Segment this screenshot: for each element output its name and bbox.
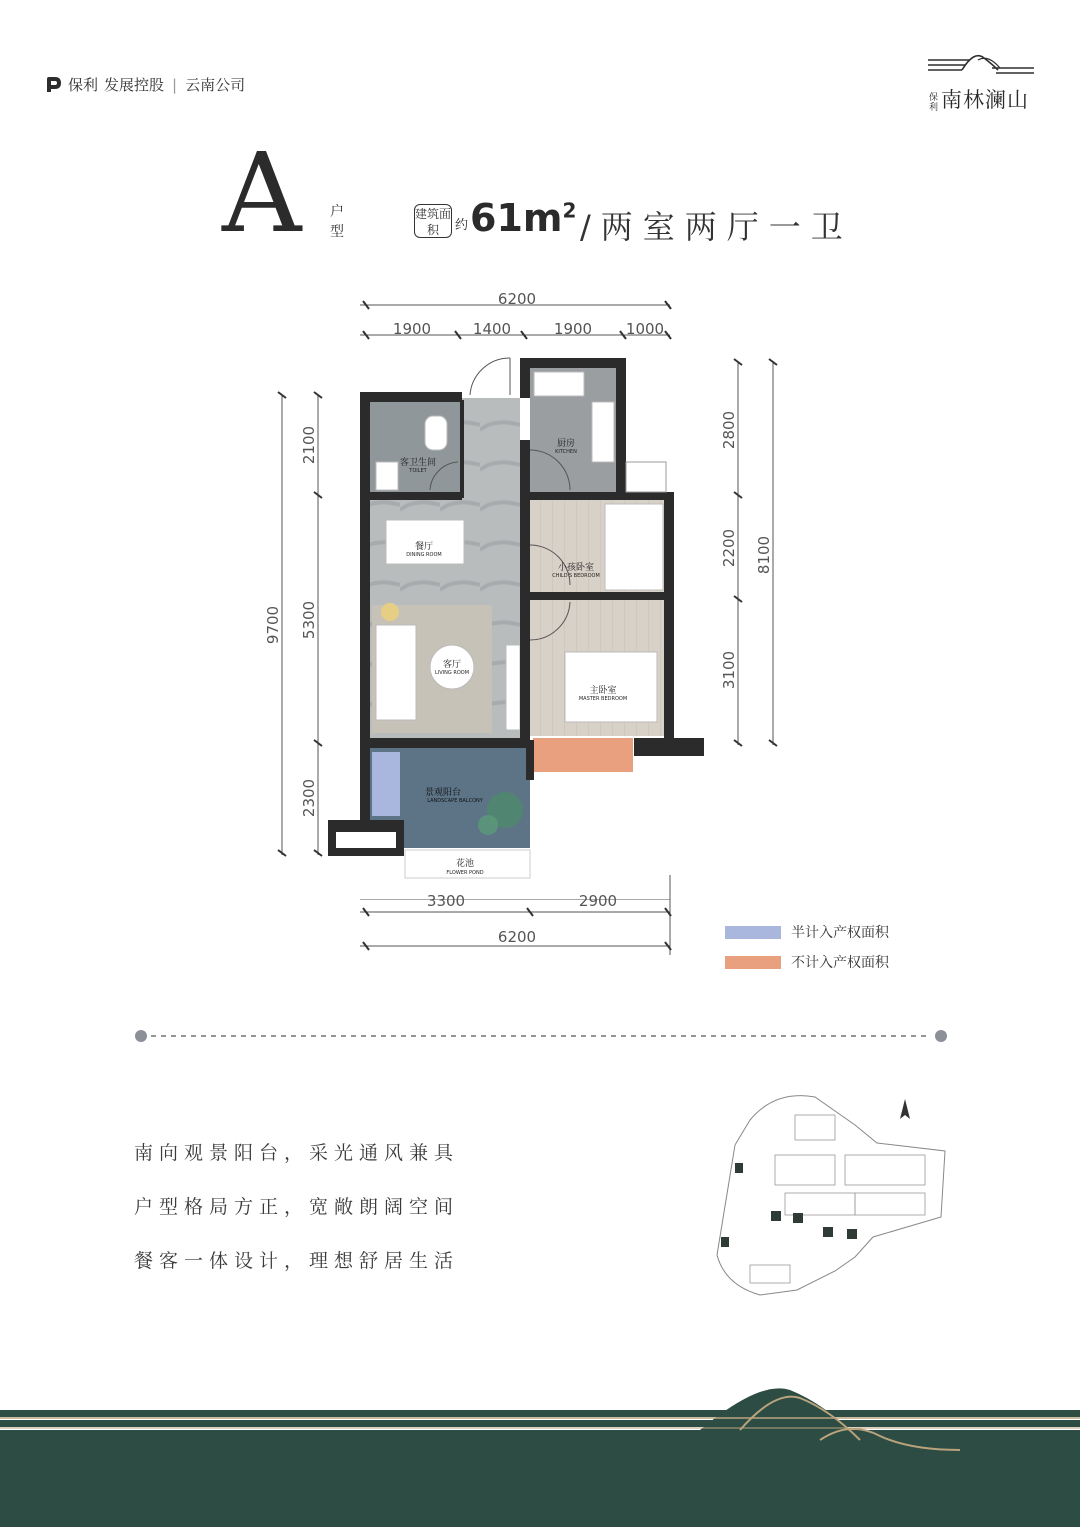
tv-cabinet <box>506 645 520 730</box>
washbasin <box>376 462 398 490</box>
dim-left-2: 5300 <box>300 600 318 640</box>
toilet-fixture <box>425 416 447 450</box>
balcony-half-area <box>372 752 400 816</box>
dim-bottom-1: 3300 <box>426 892 466 910</box>
project-prefix: 保利 <box>927 91 937 112</box>
room-description: /两室两厅一卫 <box>580 208 853 246</box>
legend-swatch-excluded <box>725 956 781 969</box>
brand-header <box>44 74 245 95</box>
brand-company: 云南公司 <box>185 76 246 94</box>
child-bedroom-label-en: CHILD'S BEDROOM <box>552 573 600 579</box>
legend-label-half: 半计入产权面积 <box>791 925 889 941</box>
sink <box>534 372 584 396</box>
dim-top-1: 1900 <box>392 320 432 338</box>
footer-mountain-band <box>0 1380 1080 1527</box>
dim-left-total: 9700 <box>264 605 282 645</box>
dim-top-4: 1000 <box>625 320 665 338</box>
legend-label-excluded: 不计入产权面积 <box>791 955 889 971</box>
kitchen-label-en: KITCHEN <box>555 449 577 455</box>
child-bed <box>605 504 663 590</box>
plant-decor <box>381 603 399 621</box>
dim-right-2: 2200 <box>720 528 738 568</box>
toilet-label: 客卫生间 <box>399 458 437 468</box>
area-badge: 建筑面积 <box>414 204 452 238</box>
kitchen-ac-ledge <box>626 462 666 492</box>
brand-name: 保利 <box>68 76 99 94</box>
dim-top-3: 1900 <box>553 320 593 338</box>
legend-item-excluded <box>725 952 889 972</box>
bay-window-area <box>533 738 633 772</box>
selling-points <box>134 1126 459 1288</box>
dotted-divider <box>135 1028 947 1044</box>
area-value <box>470 196 576 240</box>
child-bedroom-label: 小孩卧室 <box>557 563 595 573</box>
dim-top-total: 6200 <box>497 290 537 308</box>
unit-type-label: 户型 <box>330 204 344 240</box>
kitchen-counter <box>592 402 614 462</box>
balcony-label: 景观阳台 <box>424 788 462 798</box>
selling-point: 南向观景阳台，采光通风兼具 <box>134 1142 460 1164</box>
balcony-plant <box>478 815 498 835</box>
dim-right-1: 2800 <box>720 410 738 450</box>
area-number: 61m <box>470 196 563 240</box>
dim-right-total: 8100 <box>755 535 773 575</box>
selling-point: 餐客一体设计，理想舒居生活 <box>134 1250 460 1272</box>
project-name <box>926 84 1029 114</box>
dim-bottom-2: 2900 <box>578 892 618 910</box>
master-bedroom-label: 主卧室 <box>589 686 617 696</box>
master-bedroom-label-en: MASTER BEDROOM <box>578 696 628 702</box>
floor-plan <box>260 280 790 900</box>
selling-point: 户型格局方正，宽敞朗阔空间 <box>134 1196 460 1218</box>
dim-left-1: 2100 <box>300 425 318 465</box>
flower-pond-label-en: FLOWER POND <box>446 870 484 876</box>
legend <box>725 922 889 972</box>
ac-unit <box>336 832 396 848</box>
bottom-dimensions <box>355 870 685 960</box>
flower-pond-label: 花池 <box>455 859 475 869</box>
area-approx: 约 <box>455 218 469 233</box>
project-title: 南林澜山 <box>941 88 1029 112</box>
north-arrow-icon <box>900 1099 910 1119</box>
dining-label-en: DINING ROOM <box>406 552 442 558</box>
unit-letter: A <box>222 129 302 257</box>
legend-item-half <box>725 922 889 942</box>
dining-label: 餐厅 <box>414 542 434 552</box>
balcony-label-en: LANDSCAPE BALCONY <box>427 798 483 804</box>
dim-left-3: 2300 <box>300 778 318 818</box>
brand-group: 发展控股 <box>104 76 165 94</box>
brand-logo-icon <box>44 76 62 94</box>
site-plan-map <box>705 1085 955 1310</box>
legend-swatch-half <box>725 926 781 939</box>
toilet-label-en: TOILET <box>409 468 427 474</box>
brand-separator: | <box>172 75 178 94</box>
living-label-en: LIVING ROOM <box>434 670 470 676</box>
living-label: 客厅 <box>442 660 462 670</box>
dim-top-2: 1400 <box>472 320 512 338</box>
sofa <box>376 625 416 720</box>
dim-bottom-total: 6200 <box>497 928 537 946</box>
kitchen-label: 厨房 <box>556 439 576 449</box>
dim-right-3: 3100 <box>720 650 738 690</box>
area-superscript: 2 <box>562 198 577 223</box>
